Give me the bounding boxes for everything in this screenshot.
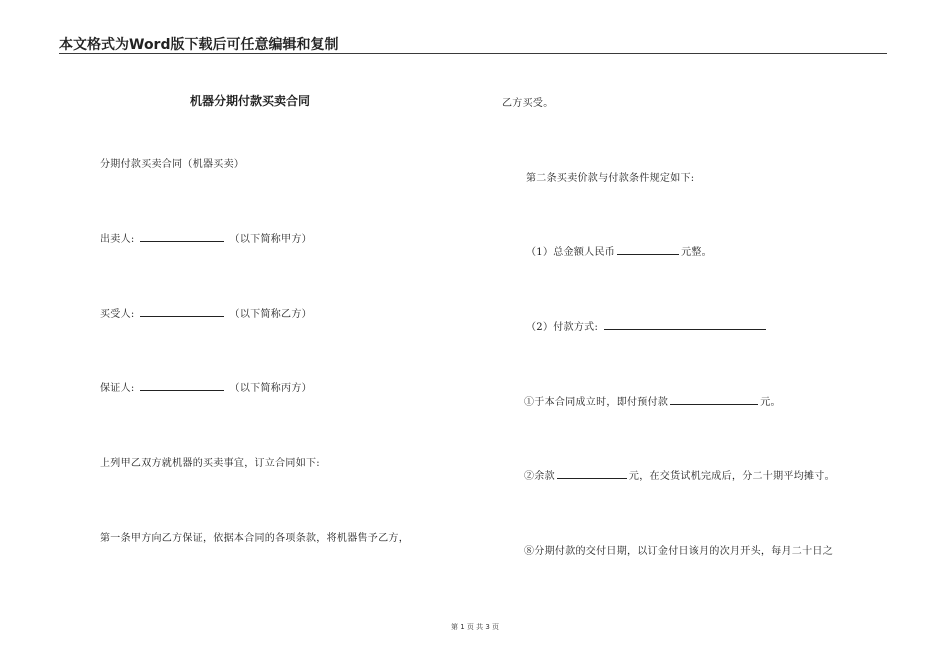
- sub-item-2-line: [524, 467, 835, 482]
- prepayment-blank[interactable]: [670, 394, 758, 405]
- document-title: 机器分期付款买卖合同: [190, 94, 311, 108]
- article-2: 第二条买卖价款与付款条件规定如下:: [526, 173, 695, 184]
- guarantor-label: 保证人:: [100, 383, 135, 394]
- item-2-line: [526, 318, 768, 333]
- contract-subtitle: 分期付款买卖合同（机器买卖）: [100, 159, 245, 170]
- contract-intro: 上列甲乙双方就机器的买卖事宜，订立合同如下:: [100, 458, 320, 469]
- guarantor-blank[interactable]: [140, 380, 224, 391]
- guarantor-line: [100, 379, 312, 394]
- seller-blank[interactable]: [140, 231, 224, 242]
- article-1: 第一条甲方向乙方保证，依据本合同的各项条款，将机器售予乙方，: [100, 533, 409, 544]
- sub-item-3: ⑧分期付款的交付日期，以订金付日该月的次月开头，每月二十日之: [524, 546, 833, 557]
- total-amount-blank[interactable]: [617, 244, 679, 255]
- buyer-blank[interactable]: [140, 306, 224, 317]
- sub-item-1-line: [524, 393, 781, 408]
- buyer-note: （以下简称乙方）: [229, 309, 312, 320]
- article-1-continued: 乙方买受。: [502, 98, 554, 109]
- sub-item-2-suffix: 元，在交货试机完成后，分二十期平均摊寸。: [628, 471, 835, 482]
- payment-method-blank[interactable]: [604, 319, 766, 330]
- header-banner-text: 本文格式为Word版下载后可任意编辑和复制: [59, 37, 339, 53]
- sub-item-1-suffix: 元。: [760, 397, 781, 408]
- item-1-prefix: （1）总金额人民币: [526, 247, 616, 258]
- sub-item-1-prefix: ①于本合同成立时，即付预付款: [524, 397, 669, 408]
- buyer-label: 买受人:: [100, 309, 135, 320]
- buyer-line: [100, 305, 312, 320]
- sub-item-2-prefix: ②余款: [524, 471, 555, 482]
- guarantor-note: （以下简称丙方）: [229, 383, 312, 394]
- header-bar: [59, 31, 887, 54]
- item-1-line: [526, 243, 712, 258]
- item-1-suffix: 元整。: [681, 247, 712, 258]
- item-2-prefix: （2）付款方式:: [526, 322, 599, 333]
- balance-blank[interactable]: [557, 468, 627, 479]
- seller-label: 出卖人:: [100, 234, 135, 245]
- page-footer: 第 1 页 共 3 页: [450, 623, 500, 631]
- seller-line: [100, 230, 312, 245]
- seller-note: （以下简称甲方）: [229, 234, 312, 245]
